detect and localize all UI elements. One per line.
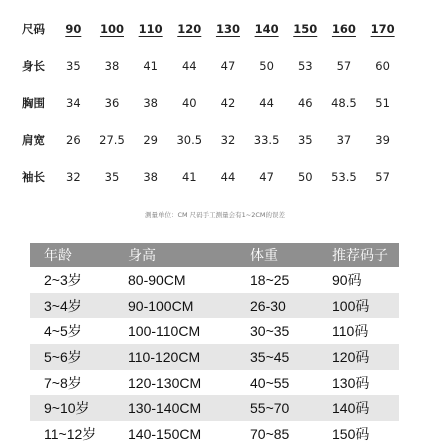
header-weight: 体重 [236, 243, 318, 267]
height-cell: 120-130CM [128, 374, 202, 391]
header-height: 身高 [114, 243, 236, 267]
age-cell: 4~5岁 [44, 323, 82, 340]
size-cell: 110码 [332, 323, 369, 340]
measurement-cell: 50 [259, 58, 274, 73]
weight-cell: 40~55 [250, 374, 290, 391]
table-row [30, 370, 399, 396]
age-cell: 3~4岁 [30, 293, 114, 319]
measurement-cell: 34 [66, 95, 81, 110]
measurement-cell: 33.5 [253, 132, 280, 147]
height-cell: 130-140CM [114, 395, 236, 421]
size-cell: 130 [215, 21, 240, 36]
measurement-cell: 44 [220, 169, 236, 184]
age-cell: 11~12岁 [44, 425, 97, 442]
measurement-cell: 26 [66, 132, 81, 147]
size-measurement-table [22, 10, 402, 195]
measurement-cell: 60 [375, 58, 390, 73]
measurement-cell: 47 [220, 58, 236, 73]
measurement-cell: 38 [143, 95, 158, 110]
table-row [30, 267, 399, 293]
table-row [30, 344, 399, 370]
measurement-cell: 27.5 [99, 132, 125, 147]
weight-cell: 70~85 [250, 425, 290, 442]
weight-cell: 35~45 [236, 344, 318, 370]
measurement-row-sleeve [22, 158, 402, 195]
measurement-cell: 36 [104, 95, 120, 110]
measurement-cell: 41 [181, 169, 197, 184]
size-cell: 100 [99, 21, 124, 36]
measurement-cell: 32 [66, 169, 81, 184]
table-row [30, 293, 399, 319]
measurement-cell: 53 [297, 58, 313, 73]
age-table-header [30, 243, 399, 267]
size-cell: 90码 [332, 271, 362, 288]
measurement-label: 肩宽 [22, 132, 45, 147]
measurement-cell: 44 [181, 58, 197, 73]
measurement-note: 测量单位：CM 尺码手工测量会有1~2CM的误差 [144, 211, 286, 219]
measurement-cell: 51 [375, 95, 390, 110]
height-cell: 140-150CM [128, 425, 202, 442]
size-cell: 120 [177, 21, 202, 36]
measurement-cell: 50 [297, 169, 313, 184]
measurement-label: 胸围 [22, 95, 45, 110]
weight-cell: 55~70 [236, 395, 318, 421]
age-recommendation-table [30, 243, 399, 447]
measurement-row-chest [22, 84, 402, 121]
measurement-cell: 57 [336, 58, 352, 73]
measurement-cell: 42 [220, 95, 236, 110]
height-cell: 90-100CM [114, 293, 236, 319]
age-cell: 2~3岁 [44, 271, 82, 288]
table-row [30, 395, 399, 421]
size-cell: 140码 [318, 395, 399, 421]
measurement-cell: 38 [104, 58, 120, 73]
size-cell: 100码 [318, 293, 399, 319]
measurement-row-shoulder [22, 121, 402, 158]
size-cell: 150 [293, 21, 318, 36]
size-cell: 130码 [332, 374, 370, 391]
weight-cell: 30~35 [250, 323, 290, 340]
measurement-cell: 47 [259, 169, 274, 184]
measurement-cell: 46 [297, 95, 313, 110]
size-header-row [22, 10, 402, 47]
age-cell: 7~8岁 [44, 374, 82, 391]
size-cell: 140 [254, 21, 279, 36]
height-cell: 100-110CM [128, 323, 201, 340]
measurement-cell: 39 [375, 132, 390, 147]
measurement-cell: 35 [66, 58, 81, 73]
size-row-label: 尺码 [22, 21, 45, 36]
measurement-cell: 40 [181, 95, 197, 110]
age-cell: 5~6岁 [30, 344, 114, 370]
header-recommended-size: 推荐码子 [318, 243, 399, 267]
measurement-cell: 30.5 [176, 132, 203, 147]
header-age: 年龄 [30, 243, 114, 267]
measurement-label: 袖长 [22, 169, 45, 184]
measurement-cell: 44 [259, 95, 274, 110]
measurement-cell: 35 [297, 132, 313, 147]
table-row [30, 421, 399, 447]
size-cell: 150码 [332, 425, 370, 442]
size-cell: 110 [138, 21, 163, 36]
measurement-cell: 35 [104, 169, 120, 184]
size-cell: 90 [65, 21, 82, 36]
measurement-cell: 32 [220, 132, 236, 147]
weight-cell: 18~25 [250, 271, 290, 288]
weight-cell: 26-30 [236, 293, 318, 319]
size-cell: 160 [331, 21, 356, 36]
measurement-cell: 48.5 [331, 95, 357, 110]
height-cell: 110-120CM [114, 344, 236, 370]
size-cell: 170 [370, 21, 395, 36]
table-row [30, 318, 399, 344]
age-cell: 9~10岁 [30, 395, 114, 421]
measurement-cell: 57 [375, 169, 390, 184]
measurement-row-length [22, 47, 402, 84]
measurement-cell: 53.5 [331, 169, 357, 184]
measurement-cell: 37 [336, 132, 352, 147]
measurement-cell: 38 [143, 169, 158, 184]
measurement-label: 身长 [22, 58, 45, 73]
measurement-cell: 29 [143, 132, 158, 147]
measurement-cell: 41 [143, 58, 158, 73]
size-cell: 120码 [318, 344, 399, 370]
height-cell: 80-90CM [128, 271, 186, 288]
